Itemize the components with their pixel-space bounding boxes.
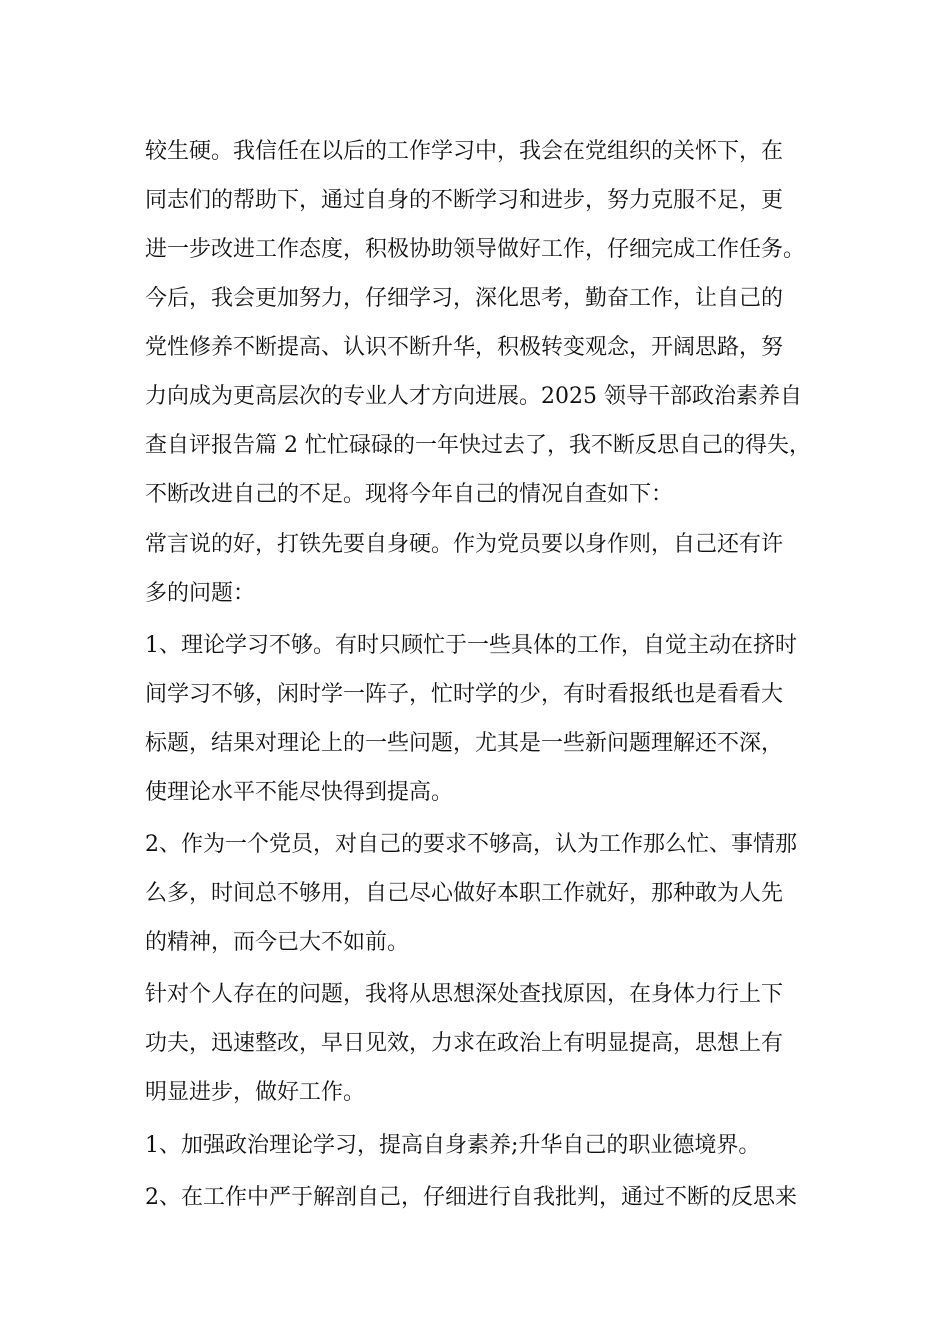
text-line: 1、理论学习不够。有时只顾忙于一些具体的工作，自觉主动在挤时 bbox=[145, 633, 797, 658]
text-line: 多的问题： bbox=[145, 581, 256, 606]
text-line: 针对个人存在的问题，我将从思想深处查找原因，在身体力行上下 bbox=[145, 982, 784, 1007]
text-line: 较生硬。我信任在以后的工作学习中，我会在党组织的关怀下，在 bbox=[145, 139, 784, 164]
text-line: 么多，时间总不够用，自己尽心做好本职工作就好，那种敢为人先 bbox=[145, 881, 784, 906]
text-line: 不断改进自己的不足。现将今年自己的情况自查如下： bbox=[145, 482, 674, 507]
text-line: 明显进步，做好工作。 bbox=[145, 1080, 366, 1105]
text-line: 同志们的帮助下，通过自身的不断学习和进步，努力克服不足，更 bbox=[145, 188, 784, 213]
text-line: 查自评报告篇 2 忙忙碌碌的一年快过去了，我不断反思自己的得失， bbox=[145, 433, 811, 458]
text-line: 间学习不够，闲时学一阵子，忙时学的少，有时看报纸也是看看大 bbox=[145, 682, 784, 707]
text-line: 2、在工作中严于解剖自己，仔细进行自我批判，通过不断的反思来 bbox=[145, 1185, 797, 1210]
text-line: 2、作为一个党员，对自己的要求不够高，认为工作那么忙、事情那 bbox=[145, 832, 797, 857]
text-line: 1、加强政治理论学习，提高自身素养;升华自己的职业德境界。 bbox=[145, 1133, 761, 1158]
text-line: 常言说的好，打铁先要自身硬。作为党员要以身作则，自己还有许 bbox=[145, 532, 784, 557]
text-line: 使理论水平不能尽快得到提高。 bbox=[145, 780, 454, 805]
text-line: 标题，结果对理论上的一些问题，尤其是一些新问题理解还不深， bbox=[145, 731, 784, 756]
text-line: 今后，我会更加努力，仔细学习，深化思考，勤奋工作，让自己的 bbox=[145, 286, 784, 311]
text-line: 力向成为更高层次的专业人才方向进展。2025 领导干部政治素养自 bbox=[145, 384, 802, 409]
text-line: 功夫，迅速整改，早日见效，力求在政治上有明显提高，思想上有 bbox=[145, 1031, 784, 1056]
text-line: 进一步改进工作态度，积极协助领导做好工作，仔细完成工作任务。 bbox=[145, 237, 806, 262]
text-line: 党性修养不断提高、认识不断升华，积极转变观念，开阔思路，努 bbox=[145, 335, 784, 360]
text-line: 的精神，而今已大不如前。 bbox=[145, 930, 410, 955]
